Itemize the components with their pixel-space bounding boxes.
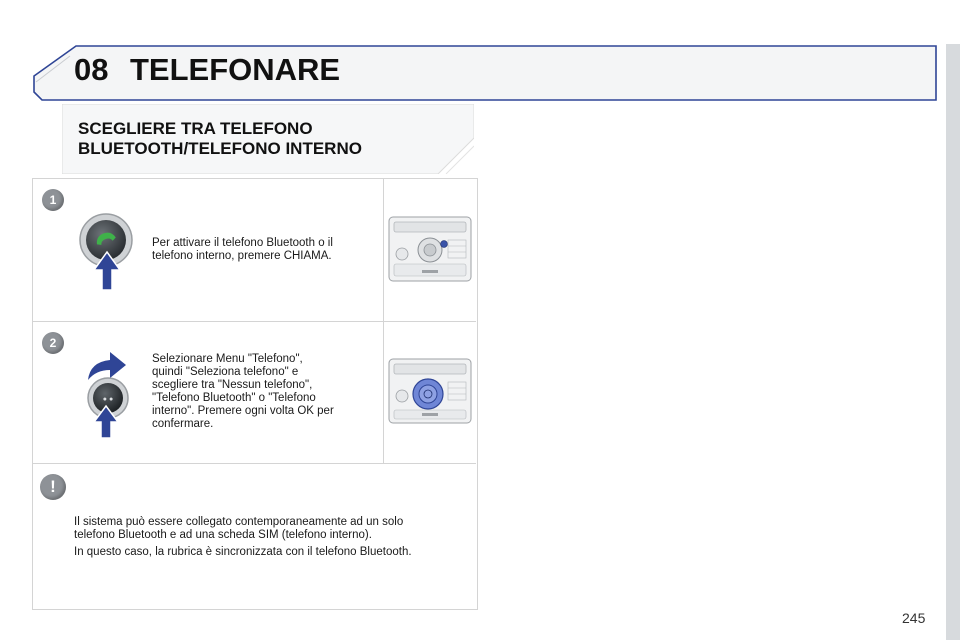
step-2-text <box>152 353 380 431</box>
svg-text:● ●: ● ● <box>102 396 114 403</box>
note-paragraph-1-line2: telefono Bluetooth e ad una scheda SIM (telefono interno). <box>74 529 372 541</box>
step-divider-2 <box>33 463 476 464</box>
page-number: 245 <box>902 610 926 626</box>
step-1-text-line2: telefono interno, premere CHIAMA. <box>152 250 332 262</box>
step-2-text-line1: Selezionare Menu "Telefono", <box>152 353 303 365</box>
section-title-line1: SCEGLIERE TRA TELEFONO <box>78 119 313 138</box>
rotary-knob-icon <box>76 376 138 438</box>
column-divider <box>383 179 384 463</box>
step-divider-1 <box>33 321 476 322</box>
step-2-text-line3: scegliere tra "Nessun telefono", <box>152 379 313 391</box>
note-paragraph-1-line1: Il sistema può essere collegato contemporaneamente ad un solo <box>74 516 404 528</box>
step-2-text-line2: quindi "Seleziona telefono" e <box>152 366 299 378</box>
step-2-text-line5: interno". Premere ogni volta OK per <box>152 405 334 417</box>
step-badge-1: 1 <box>42 189 64 211</box>
side-bar <box>946 44 960 640</box>
phone-call-button-icon <box>76 208 138 292</box>
section-title <box>78 119 458 159</box>
step-2-text-line4: "Telefono Bluetooth" o "Telefono <box>152 392 316 404</box>
note-paragraph-2: In questo caso, la rubrica è sincronizzata con il telefono Bluetooth. <box>74 546 412 558</box>
section-title-line2: BLUETOOTH/TELEFONO INTERNO <box>78 139 362 158</box>
step-1-text-line1: Per attivare il telefono Bluetooth o il <box>152 237 333 249</box>
step-2-text-line6: confermare. <box>152 418 214 430</box>
chapter-title: TELEFONARE <box>130 52 341 87</box>
radio-unit-image-1 <box>388 216 472 282</box>
chapter-number: 08 <box>74 52 109 87</box>
note-paragraph-1 <box>74 516 469 542</box>
radio-unit-image-2 <box>388 358 472 424</box>
warning-icon: ! <box>40 474 66 500</box>
step-badge-2: 2 <box>42 332 64 354</box>
step-1-text <box>152 237 377 263</box>
